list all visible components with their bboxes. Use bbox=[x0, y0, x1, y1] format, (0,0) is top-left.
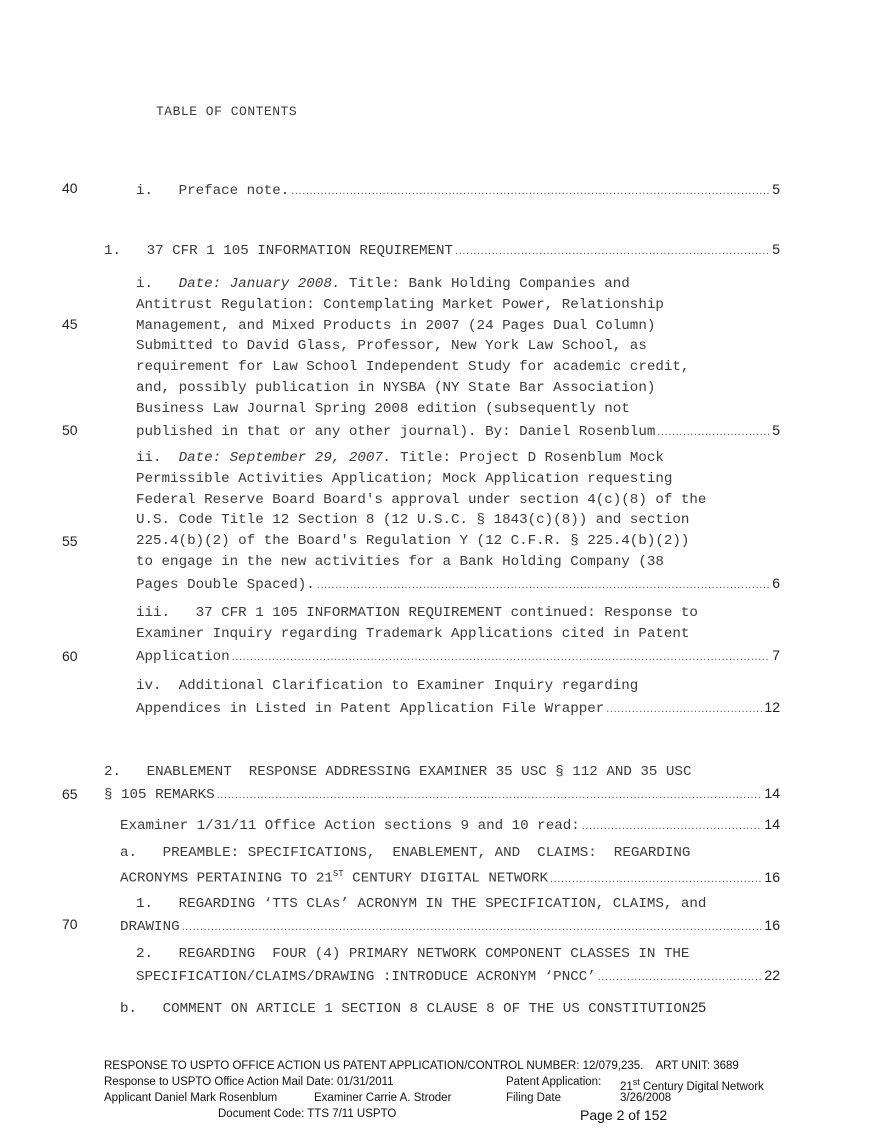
dot-leader bbox=[455, 241, 770, 262]
toc-entry-text: requirement for Law School Independent Study for academic credit, bbox=[136, 359, 690, 376]
toc-entry-text: 225.4(b)(2) of the Board's Regulation Y (12 C.F.R. § 225.4(b)(2)) bbox=[136, 533, 690, 550]
dot-leader bbox=[598, 967, 763, 988]
toc-entry-text: Title: Project D Rosenblum Mock bbox=[391, 450, 664, 466]
toc-entry-text: Application bbox=[136, 648, 230, 665]
toc-entry-2-a[interactable] bbox=[120, 843, 780, 889]
footer-line: RESPONSE TO USPTO OFFICE ACTION US PATENT APPLICATION/CONTROL NUMBER: 12/079,235. ART UNIT: 3689 bbox=[104, 1060, 739, 1072]
toc-entry-1-iii[interactable] bbox=[136, 603, 780, 667]
footer-examiner: Examiner Carrie A. Stroder bbox=[314, 1092, 452, 1104]
toc-entry-text: a. PREAMBLE: SPECIFICATIONS, ENABLEMENT, AND CLAIMS: REGARDING bbox=[120, 845, 691, 861]
toc-entry-2-b[interactable] bbox=[120, 997, 780, 1020]
toc-entry-text: published in that or any other journal). By: Daniel Rosenblum bbox=[136, 423, 656, 440]
toc-entry-date: Date: September 29, 2007. bbox=[178, 450, 392, 466]
toc-entry-text: U.S. Code Title 12 Section 8 (12 U.S.C. § 1843(c)(8)) and section bbox=[136, 512, 690, 529]
footer-mail-date: Response to USPTO Office Action Mail Date: 01/31/2011 bbox=[104, 1076, 394, 1088]
toc-entry-date: Date: January 2008. bbox=[178, 276, 341, 292]
footer-applicant: Applicant Daniel Mark Rosenblum bbox=[104, 1092, 278, 1104]
toc-entry-1-iv[interactable] bbox=[136, 676, 780, 720]
toc-entry-text: Title: Bank Holding Companies and bbox=[340, 276, 630, 292]
toc-entry-text: Pages Double Spaced). bbox=[136, 576, 315, 593]
footer-document-code: Document Code: TTS 7/11 USPTO bbox=[218, 1108, 397, 1120]
toc-entry-text: b. COMMENT ON ARTICLE 1 SECTION 8 CLAUSE 8 OF THE US CONSTITUTION bbox=[120, 1001, 691, 1017]
toc-page-number: 14 bbox=[764, 784, 780, 801]
line-number: 65 bbox=[62, 786, 78, 802]
page-footer bbox=[104, 1058, 804, 1138]
toc-entry-1-i[interactable] bbox=[136, 274, 780, 442]
line-number: 70 bbox=[62, 916, 78, 932]
toc-page-number: 16 bbox=[764, 868, 780, 885]
footer-patent-label: Patent Application: bbox=[506, 1076, 602, 1088]
toc-entry-2-a-2[interactable] bbox=[136, 944, 780, 988]
toc-page-number: 14 bbox=[764, 816, 780, 832]
toc-entry-text: 1. 37 CFR 1 105 INFORMATION REQUIREMENT bbox=[104, 243, 454, 259]
dot-leader bbox=[217, 785, 763, 806]
toc-entry-text: iii. 37 CFR 1 105 INFORMATION REQUIREMENT continued: Response to bbox=[136, 605, 698, 621]
toc-page-number: 5 bbox=[772, 241, 780, 257]
page-number: Page 2 of 152 bbox=[580, 1107, 668, 1123]
line-number: 55 bbox=[62, 533, 78, 549]
footer-patent-title: Century Digital Network bbox=[639, 1080, 764, 1093]
toc-entry-text: 1. REGARDING ‘TTS CLAs’ ACRONYM IN THE SPECIFICATION, CLAIMS, and bbox=[136, 896, 707, 912]
toc-page-number: 12 bbox=[764, 698, 780, 715]
toc-entry-text: 2. ENABLEMENT RESPONSE ADDRESSING EXAMINER 35 USC § 112 AND 35 USC bbox=[104, 764, 692, 780]
toc-entry-text: Management, and Mixed Products in 2007 (24 Pages Dual Column) bbox=[136, 317, 656, 334]
toc-entry-2-a-1[interactable] bbox=[120, 894, 780, 938]
line-number: 45 bbox=[62, 316, 78, 332]
toc-entry-text: Antitrust Regulation: Contemplating Market Power, Relationship bbox=[136, 296, 664, 313]
superscript: ST bbox=[332, 868, 344, 879]
toc-entry-text: § 105 REMARKS bbox=[104, 786, 215, 803]
toc-entry-text: DRAWING bbox=[120, 918, 180, 935]
toc-page-number: 6 bbox=[772, 574, 780, 591]
toc-entry-text: Examiner 1/31/11 Office Action sections 9 and 10 read: bbox=[120, 818, 580, 834]
toc-entry-examiner[interactable] bbox=[120, 814, 780, 837]
toc-entry-text: SPECIFICATION/CLAIMS/DRAWING :INTRODUCE ACRONYM ‘PNCC’ bbox=[136, 968, 596, 985]
toc-entry-text: and, possibly publication in NYSBA (NY State Bar Association) bbox=[136, 379, 656, 396]
footer-filing-date: 3/26/2008 bbox=[620, 1092, 672, 1104]
toc-entry-preface[interactable] bbox=[136, 179, 780, 202]
toc-entry-text: to engage in the new activities for a Bank Holding Company (38 bbox=[136, 553, 664, 570]
footer-patent-title: 21 bbox=[620, 1080, 633, 1093]
dot-leader bbox=[317, 575, 770, 596]
toc-page-number: 22 bbox=[764, 966, 780, 983]
toc-page-number: 16 bbox=[764, 916, 780, 933]
toc-entry-text: Appendices in Listed in Patent Application File Wrapper bbox=[136, 700, 605, 717]
toc-page-number: 5 bbox=[772, 181, 780, 197]
toc-entry-text: 2. REGARDING FOUR (4) PRIMARY NETWORK COMPONENT CLASSES IN THE bbox=[136, 946, 690, 962]
toc-entry-text: iv. Additional Clarification to Examiner Inquiry regarding bbox=[136, 678, 639, 694]
dot-leader bbox=[550, 869, 762, 890]
line-number: 50 bbox=[62, 422, 78, 438]
toc-entry-1-ii[interactable] bbox=[136, 448, 780, 596]
toc-entry-number: i. bbox=[136, 276, 179, 292]
footer-filing-label: Filing Date bbox=[506, 1092, 561, 1104]
toc-entry-text: Submitted to David Glass, Professor, New York Law School, as bbox=[136, 338, 647, 355]
toc-page-number: 7 bbox=[772, 646, 780, 663]
toc-entry-text: Permissible Activities Application; Mock Application requesting bbox=[136, 470, 673, 487]
superscript: st bbox=[632, 1077, 640, 1087]
dot-leader bbox=[182, 917, 763, 938]
toc-entry-text: Business Law Journal Spring 2008 edition (subsequently not bbox=[136, 400, 630, 417]
toc-page-number: 5 bbox=[772, 421, 780, 438]
line-number: 40 bbox=[62, 180, 78, 196]
dot-leader bbox=[582, 816, 763, 837]
toc-entry-text: Examiner Inquiry regarding Trademark Applications cited in Patent bbox=[136, 625, 690, 642]
toc-page-number: 25 bbox=[690, 999, 707, 1015]
line-number: 60 bbox=[62, 648, 78, 664]
dot-leader bbox=[606, 699, 762, 720]
toc-title: TABLE OF CONTENTS bbox=[156, 104, 298, 119]
toc-entry-text: Federal Reserve Board Board's approval under section 4(c)(8) of the bbox=[136, 491, 707, 508]
toc-entry-section-1[interactable] bbox=[104, 239, 780, 262]
dot-leader bbox=[232, 647, 771, 668]
toc-entry-text: i. Preface note. bbox=[136, 183, 290, 199]
toc-entry-text: CENTURY DIGITAL NETWORK bbox=[343, 870, 549, 887]
toc-entry-number: ii. bbox=[136, 450, 179, 466]
toc-entry-text: ACRONYMS PERTAINING TO 21 bbox=[120, 870, 333, 887]
toc-entry-section-2[interactable] bbox=[104, 762, 780, 806]
dot-leader bbox=[657, 422, 770, 443]
dot-leader bbox=[291, 181, 770, 202]
